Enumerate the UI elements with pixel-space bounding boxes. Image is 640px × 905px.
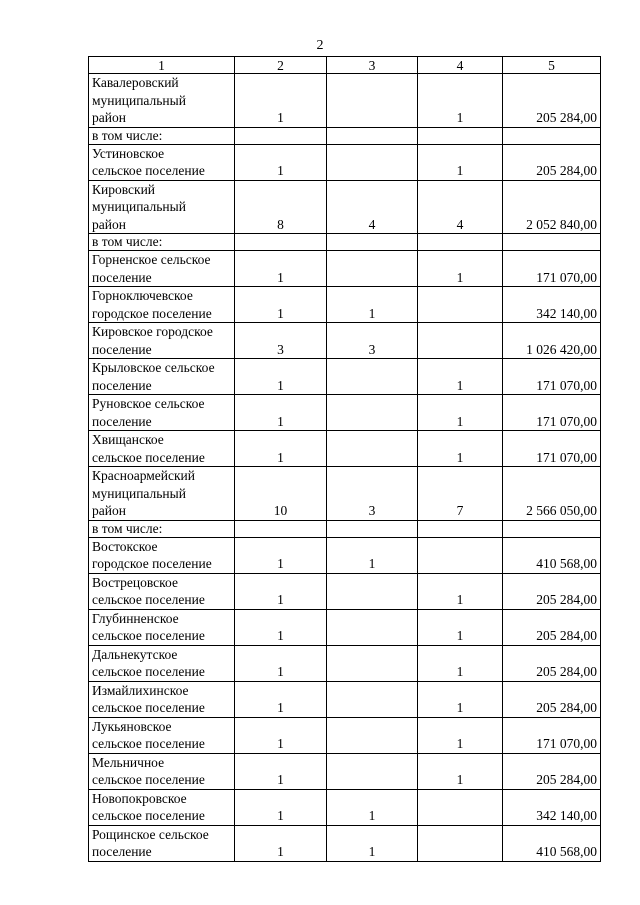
column-4-cell: 1 <box>418 431 503 467</box>
column-3-cell <box>327 234 418 251</box>
column-4-cell: 1 <box>418 609 503 645</box>
column-3-cell: 1 <box>327 537 418 573</box>
column-3-cell <box>327 127 418 144</box>
amount-cell: 2 052 840,00 <box>503 180 601 234</box>
column-3-cell <box>327 681 418 717</box>
column-4-cell: 1 <box>418 645 503 681</box>
column-3-cell: 1 <box>327 825 418 861</box>
amount-cell: 205 284,00 <box>503 74 601 128</box>
column-2-cell: 1 <box>235 717 327 753</box>
column-3-cell <box>327 520 418 537</box>
amount-cell: 205 284,00 <box>503 144 601 180</box>
amount-cell: 205 284,00 <box>503 609 601 645</box>
amount-cell: 171 070,00 <box>503 251 601 287</box>
column-2-cell: 1 <box>235 144 327 180</box>
municipality-name-cell: Вострецовское сельское поселение <box>89 573 235 609</box>
column-2-cell <box>235 234 327 251</box>
amount-cell: 1 026 420,00 <box>503 323 601 359</box>
municipality-name-cell: Хвищанское сельское поселение <box>89 431 235 467</box>
amount-cell: 171 070,00 <box>503 359 601 395</box>
column-header-3: 3 <box>327 57 418 74</box>
column-header-4: 4 <box>418 57 503 74</box>
column-2-cell: 1 <box>235 789 327 825</box>
page-number: 2 <box>316 38 324 53</box>
column-2-cell: 1 <box>235 609 327 645</box>
table-row <box>89 359 601 395</box>
municipality-name-cell: Горненское сельское поселение <box>89 251 235 287</box>
amount-cell: 171 070,00 <box>503 395 601 431</box>
column-4-cell: 1 <box>418 395 503 431</box>
column-4-cell: 7 <box>418 467 503 521</box>
column-3-cell <box>327 144 418 180</box>
municipality-name-cell: Рощинское сельское поселение <box>89 825 235 861</box>
column-header-2: 2 <box>235 57 327 74</box>
municipality-name-cell: Красноармейский муниципальный район <box>89 467 235 521</box>
column-4-cell: 1 <box>418 74 503 128</box>
amount-cell: 205 284,00 <box>503 753 601 789</box>
municipality-name-cell: в том числе: <box>89 127 235 144</box>
table-row <box>89 609 601 645</box>
table-row <box>89 520 601 537</box>
municipality-name-cell: Дальнекутское сельское поселение <box>89 645 235 681</box>
column-3-cell: 3 <box>327 323 418 359</box>
table-row <box>89 395 601 431</box>
amount-cell: 205 284,00 <box>503 681 601 717</box>
column-2-cell: 1 <box>235 645 327 681</box>
column-3-cell <box>327 645 418 681</box>
column-3-cell <box>327 609 418 645</box>
column-2-cell: 1 <box>235 287 327 323</box>
column-3-cell <box>327 251 418 287</box>
column-4-cell <box>418 537 503 573</box>
table-row <box>89 753 601 789</box>
amount-cell: 410 568,00 <box>503 537 601 573</box>
column-4-cell: 1 <box>418 717 503 753</box>
column-2-cell: 1 <box>235 395 327 431</box>
municipality-name-cell: Кавалеровский муниципальный район <box>89 74 235 128</box>
amount-cell: 410 568,00 <box>503 825 601 861</box>
municipality-name-cell: Измайлихинское сельское поселение <box>89 681 235 717</box>
column-2-cell: 1 <box>235 74 327 128</box>
municipality-name-cell: Мельничное сельское поселение <box>89 753 235 789</box>
amount-cell <box>503 520 601 537</box>
municipality-name-cell: Глубинненское сельское поселение <box>89 609 235 645</box>
column-3-cell <box>327 395 418 431</box>
table-row <box>89 431 601 467</box>
table-row <box>89 180 601 234</box>
table-row <box>89 681 601 717</box>
amount-cell: 342 140,00 <box>503 287 601 323</box>
column-2-cell: 1 <box>235 681 327 717</box>
column-header-1: 1 <box>89 57 235 74</box>
column-3-cell <box>327 573 418 609</box>
municipality-name-cell: Устиновское сельское поселение <box>89 144 235 180</box>
column-2-cell: 10 <box>235 467 327 521</box>
column-4-cell <box>418 520 503 537</box>
column-2-cell: 1 <box>235 573 327 609</box>
column-2-cell: 1 <box>235 825 327 861</box>
table-row <box>89 789 601 825</box>
municipality-name-cell: Кировское городское поселение <box>89 323 235 359</box>
column-2-cell: 3 <box>235 323 327 359</box>
column-3-cell <box>327 74 418 128</box>
column-3-cell <box>327 753 418 789</box>
column-4-cell: 4 <box>418 180 503 234</box>
table-row <box>89 144 601 180</box>
column-3-cell <box>327 431 418 467</box>
table-header-row <box>89 57 601 74</box>
column-4-cell: 1 <box>418 359 503 395</box>
column-4-cell: 1 <box>418 573 503 609</box>
municipality-name-cell: Лукьяновское сельское поселение <box>89 717 235 753</box>
column-3-cell <box>327 717 418 753</box>
table-row <box>89 825 601 861</box>
table-row <box>89 234 601 251</box>
municipality-name-cell: Руновское сельское поселение <box>89 395 235 431</box>
municipality-name-cell: в том числе: <box>89 234 235 251</box>
amount-cell: 171 070,00 <box>503 431 601 467</box>
column-3-cell: 4 <box>327 180 418 234</box>
table-row <box>89 537 601 573</box>
column-4-cell: 1 <box>418 144 503 180</box>
table-row <box>89 573 601 609</box>
table-row <box>89 717 601 753</box>
table-row <box>89 251 601 287</box>
table-body <box>89 57 601 862</box>
column-4-cell <box>418 234 503 251</box>
column-2-cell: 1 <box>235 431 327 467</box>
amount-cell: 342 140,00 <box>503 789 601 825</box>
amount-cell <box>503 127 601 144</box>
table-row <box>89 287 601 323</box>
column-2-cell <box>235 520 327 537</box>
municipality-name-cell: Новопокровское сельское поселение <box>89 789 235 825</box>
municipality-name-cell: Востокское городское поселение <box>89 537 235 573</box>
column-4-cell <box>418 127 503 144</box>
column-3-cell <box>327 359 418 395</box>
column-header-5: 5 <box>503 57 601 74</box>
column-3-cell: 1 <box>327 287 418 323</box>
column-4-cell <box>418 323 503 359</box>
table-row <box>89 645 601 681</box>
column-4-cell: 1 <box>418 681 503 717</box>
column-4-cell <box>418 287 503 323</box>
column-2-cell <box>235 127 327 144</box>
column-2-cell: 1 <box>235 753 327 789</box>
amount-cell: 2 566 050,00 <box>503 467 601 521</box>
allocation-table <box>88 56 601 862</box>
column-3-cell: 1 <box>327 789 418 825</box>
municipality-name-cell: Горноключевское городское поселение <box>89 287 235 323</box>
municipality-name-cell: Кировский муниципальный район <box>89 180 235 234</box>
column-4-cell <box>418 825 503 861</box>
column-2-cell: 1 <box>235 537 327 573</box>
municipality-name-cell: в том числе: <box>89 520 235 537</box>
amount-cell: 171 070,00 <box>503 717 601 753</box>
column-2-cell: 1 <box>235 251 327 287</box>
table-row <box>89 323 601 359</box>
column-2-cell: 1 <box>235 359 327 395</box>
column-4-cell: 1 <box>418 753 503 789</box>
column-2-cell: 8 <box>235 180 327 234</box>
table-row <box>89 467 601 521</box>
amount-cell: 205 284,00 <box>503 645 601 681</box>
table-row <box>89 127 601 144</box>
municipality-name-cell: Крыловское сельское поселение <box>89 359 235 395</box>
column-4-cell <box>418 789 503 825</box>
column-3-cell: 3 <box>327 467 418 521</box>
amount-cell: 205 284,00 <box>503 573 601 609</box>
table-row <box>89 74 601 128</box>
column-4-cell: 1 <box>418 251 503 287</box>
amount-cell <box>503 234 601 251</box>
